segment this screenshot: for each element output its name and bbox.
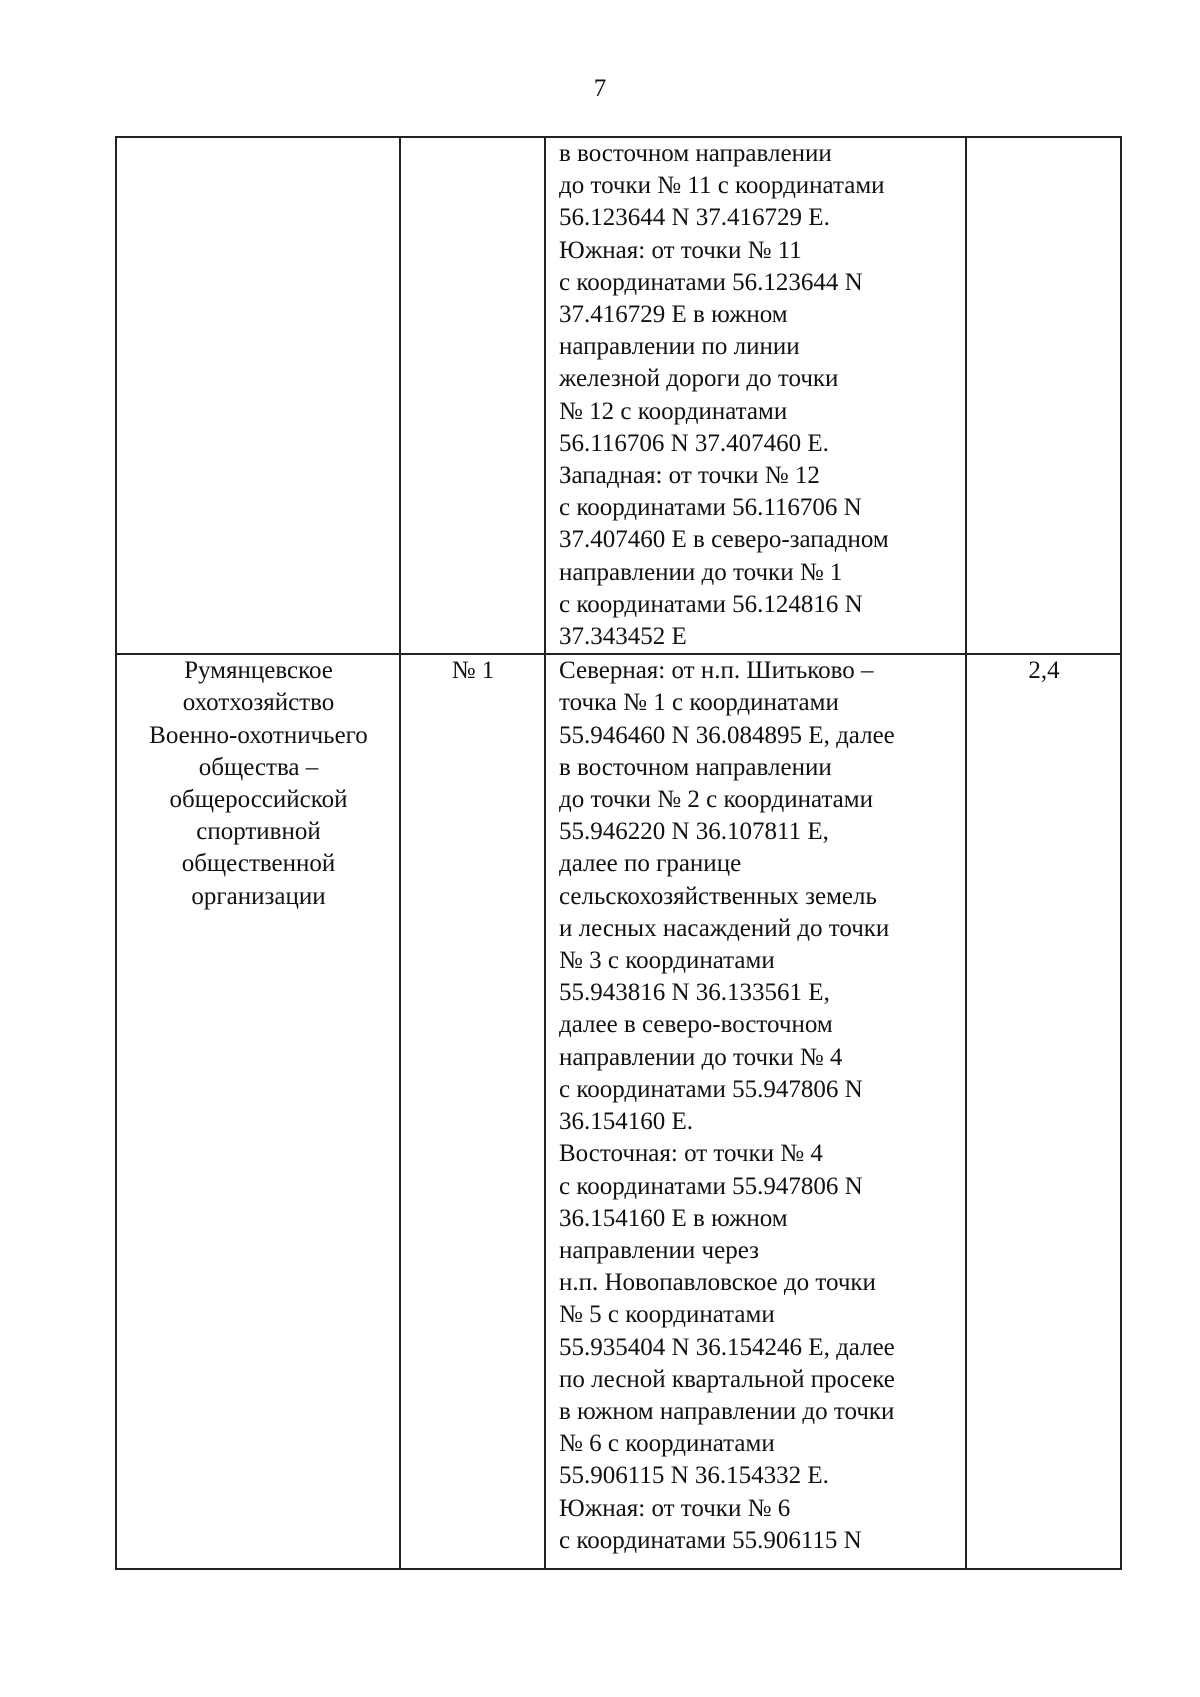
boundary-line: Западная: от точки № 12 [559,462,820,490]
boundary-line: 56.123644 N 37.416729 E. [559,204,830,232]
org-name-cell [116,137,400,654]
boundary-line: № 12 с координатами [559,397,788,425]
boundary-line: в восточном направлении [559,140,832,167]
area-cell [966,137,1121,654]
boundary-line: 36.154160 E в южном [559,1204,788,1232]
boundary-line: до точки № 11 с координатами [559,172,885,200]
boundary-line: Южная: от точки № 11 [559,236,802,264]
boundary-line: по лесной квартальной просеке [559,1365,895,1393]
area-value: 2,4 [1028,657,1060,685]
boundary-description [546,138,965,653]
boundary-line: Восточная: от точки № 4 [559,1140,823,1168]
boundary-line: и лесных насаждений до точки [559,914,890,942]
table-row [116,137,1121,654]
boundary-line: направлении до точки № 4 [559,1043,843,1071]
boundary-description-cell [545,654,966,1569]
boundary-line: 37.416729 E в южном [559,301,788,329]
boundary-line: 37.343452 E [559,623,687,651]
plot-number-cell [400,137,545,654]
area-cell [966,654,1121,1569]
boundary-line: сельскохозяйственных земель [559,882,877,910]
plot-number-cell [400,654,545,1569]
hunting-grounds-table [115,136,1122,1570]
plot-number: № 1 [451,657,495,685]
boundary-line: № 6 с координатами [559,1430,775,1458]
boundary-line: точка № 1 с координатами [559,689,839,717]
boundary-line: 55.946220 N 36.107811 E, [559,818,829,846]
boundary-line: с координатами 55.947806 N [559,1075,863,1103]
org-name-line: организации [191,882,326,910]
boundary-line: н.п. Новопавловское до точки [559,1269,876,1297]
boundary-line: с координатами 56.116706 N [559,494,862,522]
boundary-line: № 5 с координатами [559,1301,775,1329]
boundary-line: далее в северо-восточном [559,1011,833,1039]
boundary-line: № 3 с координатами [559,947,775,975]
org-name-line: Военно-охотничьего [149,721,368,749]
boundary-description-cell [545,137,966,654]
org-name-line: общества – [198,753,319,781]
boundary-line: 55.946460 N 36.084895 E, далее [559,721,895,749]
boundary-line: 55.906115 N 36.154332 E. [559,1462,829,1490]
boundary-line: с координатами 56.124816 N [559,590,863,618]
boundary-line: с координатами 55.906115 N [559,1526,862,1554]
boundary-line: в южном направлении до точки [559,1397,895,1425]
boundary-line: с координатами 55.947806 N [559,1172,863,1200]
boundary-line: направлении до точки № 1 [559,558,843,586]
org-name-line: спортивной [196,818,321,846]
org-name-line: охотхозяйство [182,689,335,717]
boundary-line: 55.935404 N 36.154246 E, далее [559,1333,895,1361]
org-name-line: Румянцевское [184,657,333,685]
boundary-line: направлении через [559,1236,759,1264]
boundary-line: Южная: от точки № 6 [559,1494,791,1522]
org-name [117,655,399,913]
page-number: 7 [593,75,607,102]
boundary-line: до точки № 2 с координатами [559,786,873,814]
table-body [116,137,1121,1569]
boundary-line: железной дороги до точки [559,365,839,393]
boundary-description [546,655,965,1557]
boundary-line: 36.154160 E. [559,1108,694,1136]
table-row [116,654,1121,1569]
boundary-line: 55.943816 N 36.133561 E, [559,979,830,1007]
boundary-line: далее по границе [559,850,742,878]
boundary-line: в восточном направлении [559,753,832,781]
org-name-line: общероссийской [169,786,348,814]
org-name-cell [116,654,400,1569]
boundary-line: 56.116706 N 37.407460 E. [559,429,829,457]
boundary-line: направлении по линии [559,333,800,361]
org-name-line: общественной [181,850,336,878]
boundary-line: с координатами 56.123644 N [559,268,863,296]
boundary-line: 37.407460 E в северо-западном [559,526,889,554]
boundary-line: Северная: от н.п. Шитьково – [559,657,874,685]
